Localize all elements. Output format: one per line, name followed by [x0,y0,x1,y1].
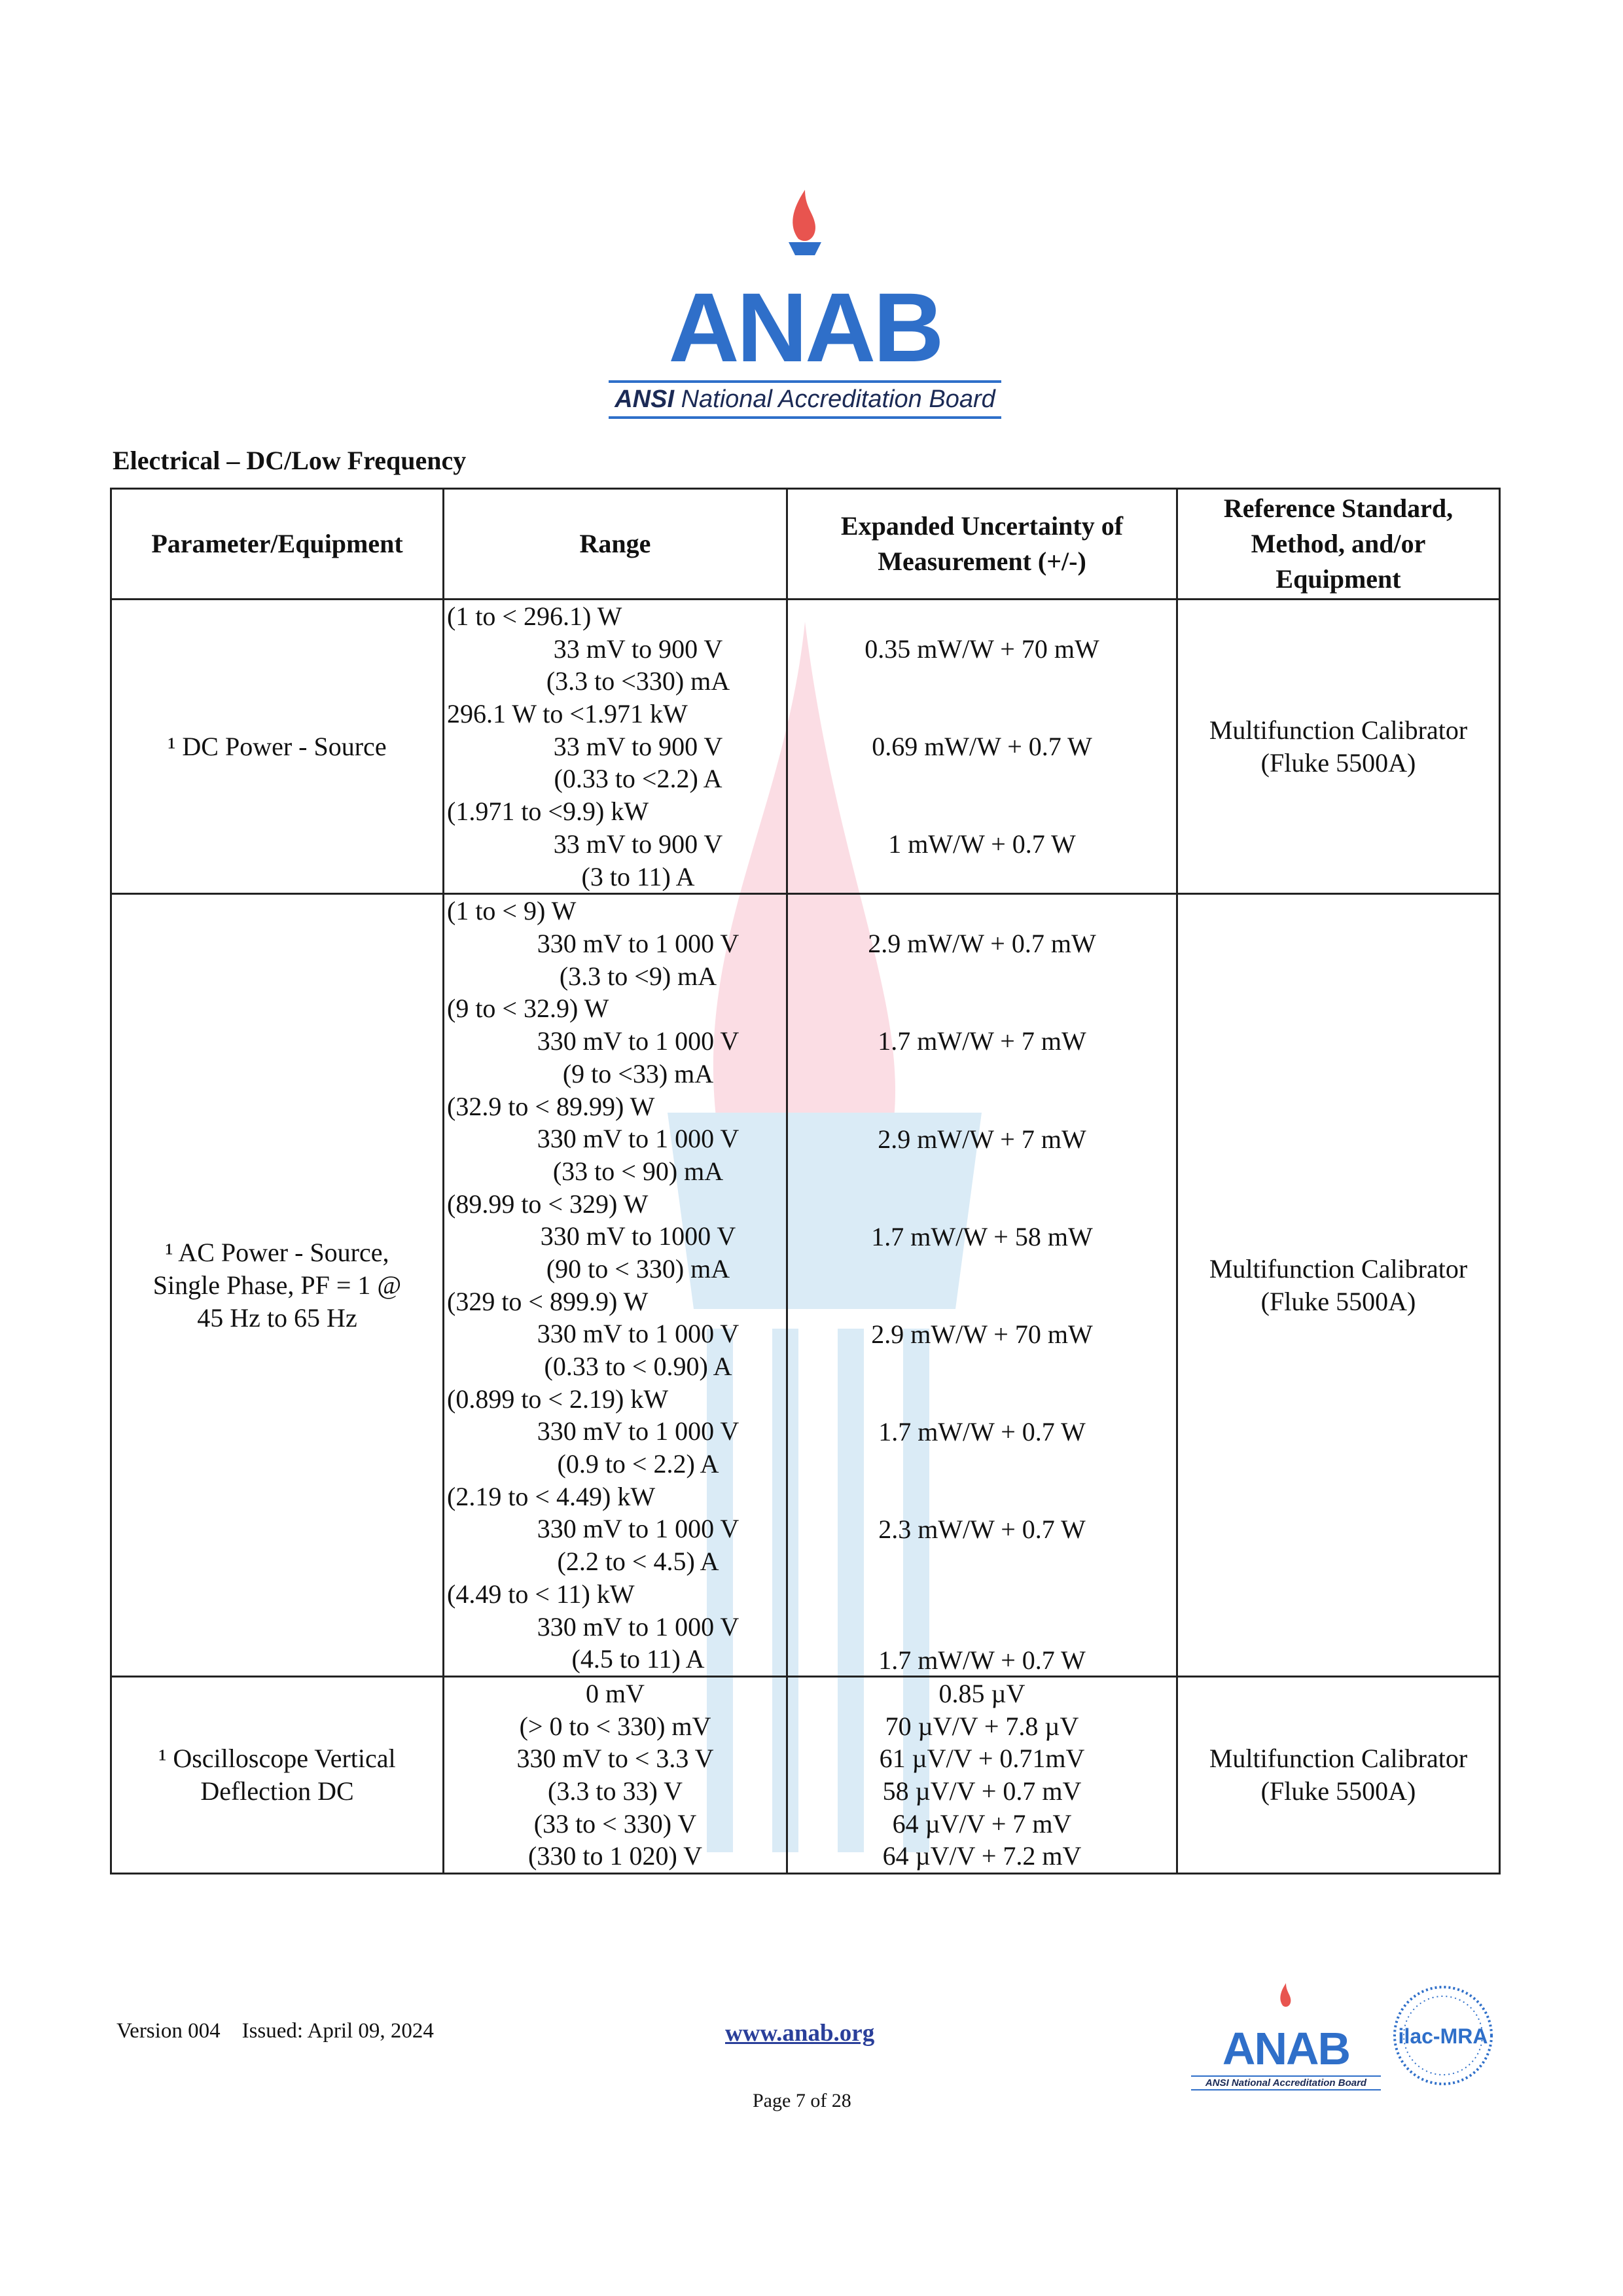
reference-cell: Multifunction Calibrator (Fluke 5500A) [1177,600,1500,894]
cell-line: (> 0 to < 330) mV [519,1711,711,1741]
range-line: (90 to < 330) mA [546,1253,730,1283]
accreditation-table [110,488,1501,1874]
table-row [111,1677,1500,1874]
uncertainty-value: 1.7 mW/W + 0.7 W [878,1416,1086,1446]
range-cell [444,1677,787,1874]
range-line: 33 mV to 900 V [553,634,723,664]
header-uncertainty: Expanded Uncertainty of Measurement (+/-) [787,489,1177,600]
range-cell [444,600,787,894]
logo-wordmark: ANAB [668,272,942,382]
range-line: (1 to < 9) W [447,896,577,926]
range-line: 330 mV to 1 000 V [537,1416,740,1446]
range-line: (0.9 to < 2.2) A [557,1449,719,1479]
table-row [111,600,1500,894]
range-line: 330 mV to 1 000 V [537,1319,740,1349]
uncertainty-value: 1 mW/W + 0.7 W [888,829,1076,859]
range-line: (1.971 to <9.9) kW [447,797,649,827]
reference-cell: Multifunction Calibrator (Fluke 5500A) [1177,1677,1500,1874]
table-row [111,894,1500,1677]
range-line: (33 to < 90) mA [552,1156,724,1186]
range-line: (89.99 to < 329) W [447,1189,649,1219]
range-line: (9 to < 32.9) W [447,994,609,1024]
uncertainty-cell [787,894,1177,1677]
range-line: (0.33 to < 0.90) A [544,1352,732,1382]
uncertainty-value: 2.9 mW/W + 7 mW [878,1124,1086,1154]
range-line: 330 mV to 1 000 V [537,929,740,959]
uncertainty-value: 1.7 mW/W + 0.7 W [878,1645,1086,1676]
uncertainty-cell [787,1677,1177,1874]
reference-cell: Multifunction Calibrator (Fluke 5500A) [1177,894,1500,1677]
parameter-cell: ¹ Oscilloscope Vertical Deflection DC [111,1677,444,1874]
cell-line: 61 µV/V + 0.71mV [879,1744,1085,1774]
range-line: (2.19 to < 4.49) kW [447,1481,656,1511]
anab-logo [609,190,1001,419]
range-line: (0.33 to <2.2) A [554,764,722,794]
range-line: 330 mV to 1 000 V [537,1514,740,1544]
cell-line: 330 mV to < 3.3 V [516,1744,714,1774]
cell-line: 0.85 µV [938,1679,1026,1709]
torch-flame-icon [1273,1983,1299,2022]
cell-line: (33 to < 330) V [533,1808,697,1839]
table-header-row [111,489,1500,600]
range-line: (2.2 to < 4.5) A [557,1547,719,1577]
footer-website-link[interactable]: www.anab.org [725,2020,875,2047]
uncertainty-cell [787,600,1177,894]
footer-version: Version 004 Issued: April 09, 2024 [116,2019,434,2043]
cell-line: 64 µV/V + 7.2 mV [882,1841,1082,1871]
page-number: Page 7 of 28 [753,2090,851,2111]
cell-line: (330 to 1 020) V [528,1841,702,1871]
uncertainty-value: 0.69 mW/W + 0.7 W [872,732,1092,762]
uncertainty-value: 2.3 mW/W + 0.7 W [878,1514,1086,1544]
uncertainty-value: 0.35 mW/W + 70 mW [865,634,1099,664]
uncertainty-value: 2.9 mW/W + 70 mW [871,1319,1093,1349]
ilac-mra-logo [1391,1983,1495,2088]
uncertainty-value: 1.7 mW/W + 7 mW [878,1026,1086,1056]
ilac-text: ilac-MRA [1398,2024,1488,2048]
cell-line: 0 mV [586,1679,645,1709]
range-line: 33 mV to 900 V [553,829,723,859]
header-reference: Reference Standard, Method, and/or Equipment [1177,489,1500,600]
range-line: (3.3 to <9) mA [559,961,717,991]
cell-line: 58 µV/V + 0.7 mV [882,1776,1082,1806]
range-line: 330 mV to 1 000 V [537,1124,740,1154]
range-line: 330 mV to 1 000 V [537,1611,740,1641]
parameter-cell: ¹ AC Power - Source, Single Phase, PF = 1 @ 45 Hz to 65 Hz [111,894,444,1677]
range-line: (0.899 to < 2.19) kW [447,1384,669,1414]
range-line: 33 mV to 900 V [553,731,723,761]
range-line: 296.1 W to <1.971 kW [447,699,688,729]
cell-line: (3.3 to 33) V [548,1776,683,1806]
cell-line: 70 µV/V + 7.8 µV [885,1711,1079,1741]
torch-flame-icon [779,190,831,275]
range-line: (9 to <33) mA [562,1058,714,1088]
footer-anab-logo: ANAB ANSI National Accreditation Board [1191,1983,1381,2090]
range-line: 330 mV to 1000 V [540,1221,736,1251]
header-range: Range [444,489,787,600]
range-line: (329 to < 899.9) W [447,1286,649,1316]
range-line: (4.49 to < 11) kW [447,1579,635,1609]
uncertainty-value: 1.7 mW/W + 58 mW [871,1221,1093,1251]
parameter-cell: ¹ DC Power - Source [111,600,444,894]
uncertainty-value: 2.9 mW/W + 0.7 mW [868,929,1096,959]
logo-subtitle: ANSI National Accreditation Board [609,380,1001,419]
range-line: (32.9 to < 89.99) W [447,1091,655,1121]
range-cell [444,894,787,1677]
range-line: (3 to 11) A [581,861,695,891]
range-line: 330 mV to 1 000 V [537,1026,740,1056]
range-line: (1 to < 296.1) W [447,601,622,632]
range-line: (4.5 to 11) A [571,1644,705,1674]
cell-line: 64 µV/V + 7 mV [892,1808,1072,1839]
header-parameter: Parameter/Equipment [111,489,444,600]
range-line: (3.3 to <330) mA [546,666,730,696]
section-title: Electrical – DC/Low Frequency [113,446,467,475]
